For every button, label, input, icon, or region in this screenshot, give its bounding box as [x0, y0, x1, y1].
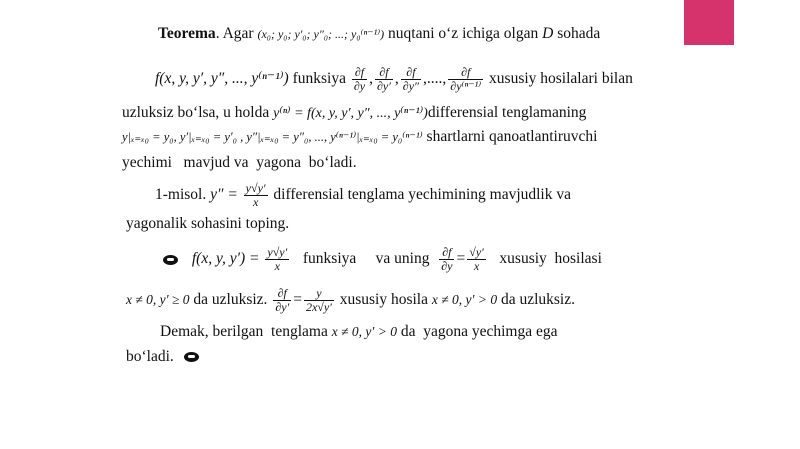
text: yechimi mavjud va yagona bo‘ladi.: [122, 154, 357, 171]
math-condition: x ≠ 0, y′ > 0: [331, 324, 397, 339]
math: y″ =: [210, 186, 238, 204]
accent-bar: [684, 0, 734, 45]
text: xususiy hosilalari bilan: [489, 70, 633, 88]
text: yagonalik sohasini toping.: [126, 215, 290, 232]
partial-fraction-2: $\frac{\partial f}{\partial y'}$: [377, 65, 391, 93]
text: funksiya: [302, 250, 357, 268]
math: =: [293, 291, 302, 309]
text: va uning: [375, 250, 430, 268]
example-label: 1-misol.: [155, 186, 207, 204]
partial-fraction: $\frac{\partial f}{\partial y}$: [441, 245, 453, 273]
text: xususiy hosilasi: [499, 250, 602, 268]
math-initial-conditions: y|ₓ₌ₓ₀ = y₀, y′|ₓ₌ₓ₀ = y′₀ , y″|ₓ₌ₓ₀ = y″₀, ..., y⁽ⁿ⁻¹⁾|ₓ₌ₓ₀ = y₀⁽ⁿ⁻¹⁾: [122, 130, 423, 144]
example-line-1: [155, 182, 571, 209]
theorem-label: Teorema: [158, 25, 216, 42]
text: uzluksiz bo‘lsa, u holda: [122, 104, 270, 121]
text: funksiya: [292, 70, 346, 88]
math-condition: x ≠ 0, y′ > 0: [431, 292, 498, 308]
conclusion-line-2: [126, 347, 209, 367]
text: da yagona yechimga ega: [400, 323, 558, 340]
partial-fraction: $\frac{\partial f}{\partial y'}$: [275, 286, 290, 314]
text: bo‘ladi.: [126, 348, 174, 365]
text: differensial tenglamaning: [427, 104, 587, 121]
theorem-line-3: [122, 103, 586, 124]
text: . Agar: [215, 25, 254, 42]
theorem-line-5: [122, 153, 357, 173]
partial-fraction-3: $\frac{\partial f}{\partial y''}$: [402, 65, 420, 93]
math-ode: y⁽ⁿ⁾ = f(x, y, y′, y″, ..., y⁽ⁿ⁻¹⁾): [273, 106, 428, 121]
text: sohada: [557, 25, 601, 42]
example-line-2: [126, 214, 289, 234]
partial-fraction-4: $\frac{\partial f}{\text{∂y⁽ⁿ⁻¹⁾}}$: [450, 65, 482, 93]
math-initial-point: (x₀; y₀; y′₀; y″₀; ...; y₀⁽ⁿ⁻¹⁾): [257, 27, 385, 41]
math: =: [456, 250, 466, 268]
text: differensial tenglama yechimining mavjudlik va: [273, 186, 571, 204]
text: nuqtani o‘z ichiga olgan: [388, 25, 539, 42]
end-mark-icon: [184, 352, 199, 362]
fraction: $\frac{√y'}{x}$: [469, 245, 484, 273]
fraction: $\frac{y}{2x√y'}$: [305, 286, 332, 314]
solution-line-1: [163, 246, 602, 273]
text: xususiy hosila: [339, 291, 428, 309]
math-domain: D: [542, 25, 554, 42]
theorem-line-2: f(x, y, y′, y″, ..., y⁽ⁿ⁻¹⁾) funksiya $\frac{\partial f}{\partial y}$ , $\frac{\partial f}{\partial y'}$ , $\frac{\partial f}{\partial y''}$ ,...., $\frac{\partial f}{\text{∂y⁽ⁿ⁻¹⁾}}$ xususiy hosilalari bilan: [155, 65, 633, 93]
theorem-line-1: [158, 24, 600, 44]
partial-fraction-1: $\frac{\partial f}{\partial y}$: [353, 65, 366, 93]
math-function: f(x, y, y′, y″, ..., y⁽ⁿ⁻¹⁾): [155, 70, 289, 88]
math: f(x, y, y′) =: [191, 250, 260, 268]
math-condition: x ≠ 0, y′ ≥ 0: [126, 292, 190, 308]
text: shartlarni qanoatlantiruvchi: [426, 128, 598, 145]
text: da uzluksiz.: [193, 291, 268, 309]
text: da uzluksiz.: [500, 291, 575, 309]
bullet-icon: [163, 255, 178, 265]
solution-line-2: [126, 287, 575, 314]
theorem-line-4: [122, 127, 597, 147]
example-fraction: $\frac{y√y'}{x}$: [245, 181, 266, 209]
conclusion-line-1: [160, 322, 557, 342]
text: Demak, berilgan tenglama: [160, 323, 328, 340]
fraction: $\frac{y√y'}{x}$: [267, 245, 288, 273]
